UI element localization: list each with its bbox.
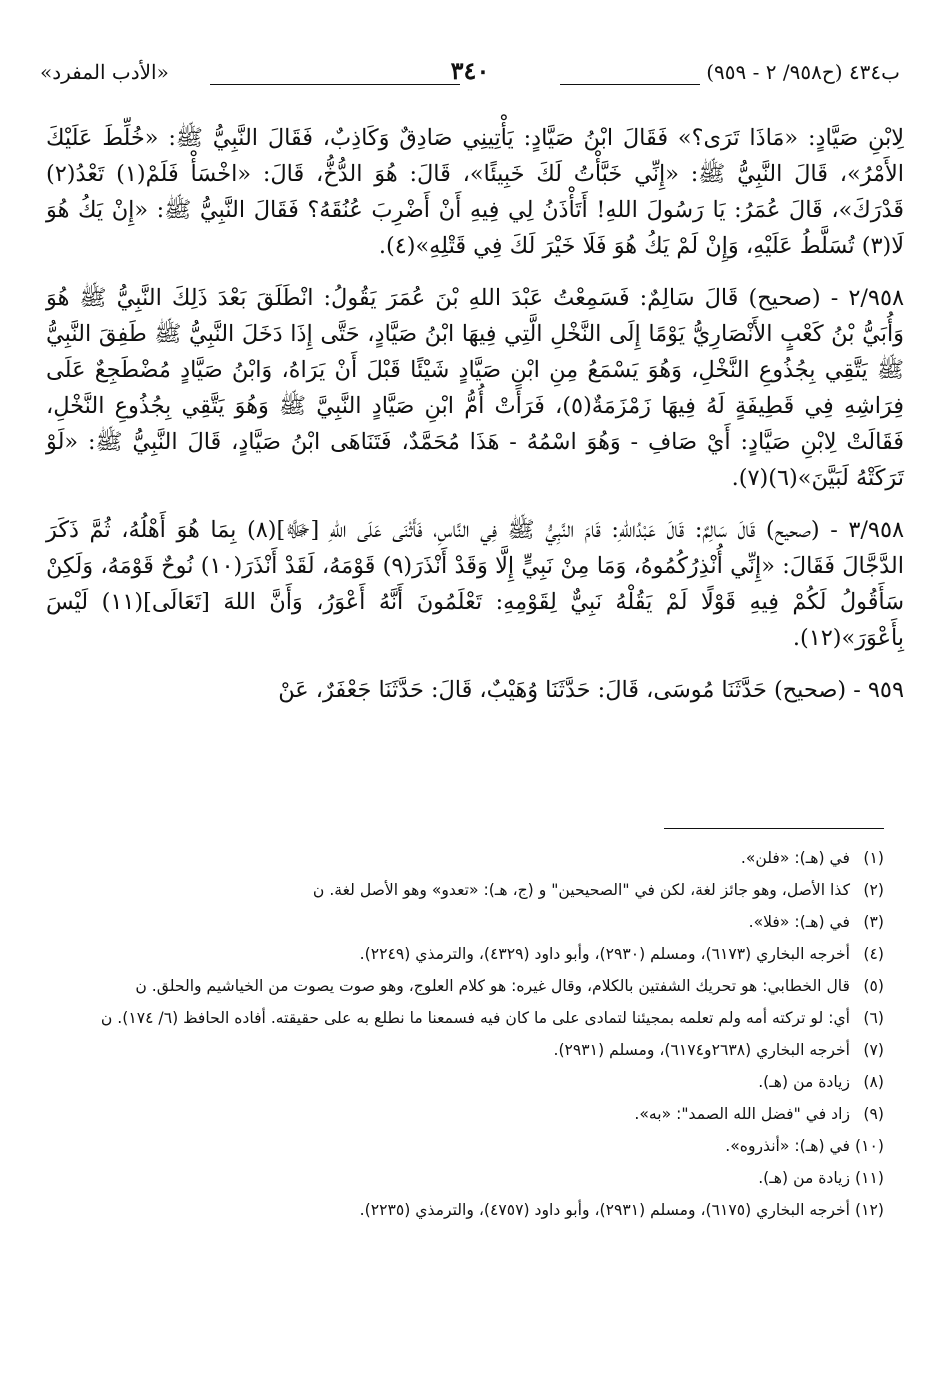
paragraph-hadith-958-3: ٣/٩٥٨ - (صحيح) قَالَ سَالِمٌ: قَالَ عَبْدُاللهِ: قَامَ النَّبِيُّ ﷺ فِي النَّاسِ، فَأَثْنَى عَلَى اللهِ [ﷻ](٨) بِمَا هُوَ أَهْلُهُ، ثُمَّ ذَكَرَ الدَّجَّالَ فَقَالَ: «إِنِّي أُنْذِرُكُمُوهُ، وَمَا مِنْ نَبِيٍّ إِلَّا وَقَدْ أَنْذَرَ(٩) قَوْمَهُ، لَقَدْ أَنْذَرَ(١٠) نُوحٌ قَوْمَهُ، وَلَكِنْ سَأَقُولُ لَكُمْ فِيهِ قَوْلًا لَمْ يَقُلْهُ نَبِيٌّ لِقَوْمِهِ: تَعْلَمُونَ أَنَّهُ أَعْوَرُ، وَأَنَّ اللهَ [تَعَالَى](١١) لَيْسَ بِأَعْوَرَ»(١٢).	[46, 517, 905, 651]
footnote-text: أخرجه البخاري (٢٦٣٨و٦١٧٤)، ومسلم (٢٩٣١).	[553, 1041, 850, 1059]
footnote	[54, 1008, 884, 1029]
footnote-text: زيادة من (هـ).	[758, 1169, 850, 1187]
header-hadith-range: ب٤٣٤ (ح٩٥٨/ ٢ - ٩٥٩)	[706, 60, 900, 84]
footnote-text: أي: لو تركته أمه ولم تعلمه بمجيئنا لتمادى على ما كان فيه فسمعنا ما نطلع به على حقيقته. أفاده الحافظ (٦/ ١٧٤). ن	[100, 1009, 850, 1027]
footnote-number: (٢)	[863, 881, 884, 899]
footnote	[54, 1072, 884, 1093]
footnote-number: (٩)	[863, 1105, 884, 1123]
page-header	[40, 56, 900, 94]
footnote	[54, 944, 884, 965]
footnote	[54, 1200, 884, 1221]
footnote-number: (٨)	[863, 1073, 884, 1091]
footnote	[54, 1104, 884, 1125]
footnote	[54, 912, 884, 933]
footnote	[54, 1168, 884, 1189]
header-book-title: «الأدب المفرد»	[40, 60, 169, 84]
footnote-number: (٦)	[863, 1009, 884, 1027]
footnote-text: أخرجه البخاري (٦١٧٣)، ومسلم (٢٩٣٠)، وأبو داود (٤٣٢٩)، والترمذي (٢٢٤٩).	[359, 945, 850, 963]
footnote	[54, 976, 884, 997]
footnote	[54, 880, 884, 901]
main-text	[46, 120, 904, 724]
footnote-number: (٧)	[863, 1041, 884, 1059]
header-rule-left	[210, 84, 460, 85]
footnote-text: زيادة من (هـ).	[758, 1073, 850, 1091]
footnotes	[54, 848, 884, 1232]
footnote-text: أخرجه البخاري (٦١٧٥)، ومسلم (٢٩٣١)، وأبو داود (٤٧٥٧)، والترمذي (٢٢٣٥).	[359, 1201, 850, 1219]
footnote-text: كذا الأصل، وهو جائز لغة، لكن في "الصحيحين" و (ج، هـ): «تعدو» وهو الأصل لغة. ن	[312, 881, 850, 899]
footnote-number: (١١)	[855, 1169, 884, 1187]
footnote-number: (١٢)	[855, 1201, 884, 1219]
footnote-text: في (هـ): «فلا».	[748, 913, 850, 931]
footnote-number: (١)	[863, 849, 884, 867]
header-rule-right	[560, 84, 700, 85]
page-number: ٣٤٠	[450, 56, 490, 85]
footnote-separator	[664, 828, 884, 829]
footnote-text: في (هـ): «فلن».	[740, 849, 850, 867]
paragraph-hadith-958-2: ٢/٩٥٨ - (صحيح) قَالَ سَالِمٌ: فَسَمِعْتُ عَبْدَ اللهِ بْنَ عُمَرَ يَقُولُ: انْطَلَقَ بَعْدَ ذَلِكَ النَّبِيُّ ﷺ هُوَ وَأُبَيُّ بْنُ كَعْبٍ الأَنْصَارِيُّ يَوْمًا إِلَى النَّخْلِ الَّتِي فِيهَا ابْنُ صَيَّادٍ، حَتَّى إِذَا دَخَلَ النَّبِيُّ ﷺ طَفِقَ النَّبِيُّ ﷺ يَتَّقِي بِجُذُوعِ النَّخْلِ، وَهُوَ يَسْمَعُ مِنِ ابْنِ صَيَّادٍ شَيْئًا قَبْلَ أَنْ يَرَاهُ، وَابْنُ صَيَّادٍ مُضْطَجِعٌ عَلَى فِرَاشِهِ فِي قَطِيفَةٍ لَهُ فِيهَا زَمْزَمَةٌ(٥)، فَرَأَتْ أُمُّ ابْنِ صَيَّادٍ النَّبِيَّ ﷺ وَهُوَ يَتَّقِي بِجُذُوعِ النَّخْلِ، فَقَالَتْ لِابْنِ صَيَّادٍ: أَيْ صَافِ - وَهُوَ اسْمُهُ - هَذَا مُحَمَّدٌ، فَتَنَاهَى ابْنُ صَيَّادٍ، قَالَ النَّبِيُّ ﷺ: «لَوْ تَرَكَتْهُ لَبَيَّنَ»(٦)(٧).	[46, 285, 904, 491]
paragraph-1: لِابْنِ صَيَّادٍ: «مَاذَا تَرَى؟» فَقَالَ ابْنُ صَيَّادٍ: يَأْتِينِي صَادِقٌ وَكَاذِبٌ، فَقَالَ النَّبِيُّ ﷺ: «خُلِّطَ عَلَيْكَ الأَمْرُ»، قَالَ النَّبِيُّ ﷺ: «إِنِّي خَبَّأْتُ لَكَ خَبِيئًا»، قَالَ: هُوَ الدُّخُّ، قَالَ: «اخْسَأْ فَلَمْ(١) تَعْدُ(٢) قَدْرَكَ»، قَالَ عُمَرُ: يَا رَسُولَ اللهِ! أَتَأْذَنُ لِي فِيهِ أَنْ أَضْرِبَ عُنُقَهُ؟ فَقَالَ النَّبِيُّ ﷺ: «إِنْ يَكُ هُوَ لَا(٣) تُسَلَّطُ عَلَيْهِ، وَإِنْ لَمْ يَكُ هُوَ فَلَا خَيْرَ لَكَ فِي قَتْلِهِ»(٤).	[46, 125, 905, 259]
footnote-number: (٥)	[863, 977, 884, 995]
footnote	[54, 1040, 884, 1061]
paragraph-hadith-959: ٩٥٩ - (صحيح) حَدَّثَنَا مُوسَى، قَالَ: حَدَّثَنَا وُهَيْبٌ، قَالَ: حَدَّثَنَا جَعْفَرٌ، عَنْ	[278, 677, 904, 703]
footnote	[54, 1136, 884, 1157]
footnote-text: زاد في "فضل الله الصمد": «به».	[634, 1105, 850, 1123]
footnote-number: (٣)	[863, 913, 884, 931]
footnote-number: (٤)	[863, 945, 884, 963]
footnote-text: قال الخطابي: هو تحريك الشفتين بالكلام، وقال غيره: هو كلام العلوج، وهو صوت يصوت من الخياشيم والحلق. ن	[135, 977, 850, 995]
footnote-number: (١٠)	[855, 1137, 884, 1155]
footnote-text: في (هـ): «أنذروه».	[725, 1137, 850, 1155]
footnote	[54, 848, 884, 869]
